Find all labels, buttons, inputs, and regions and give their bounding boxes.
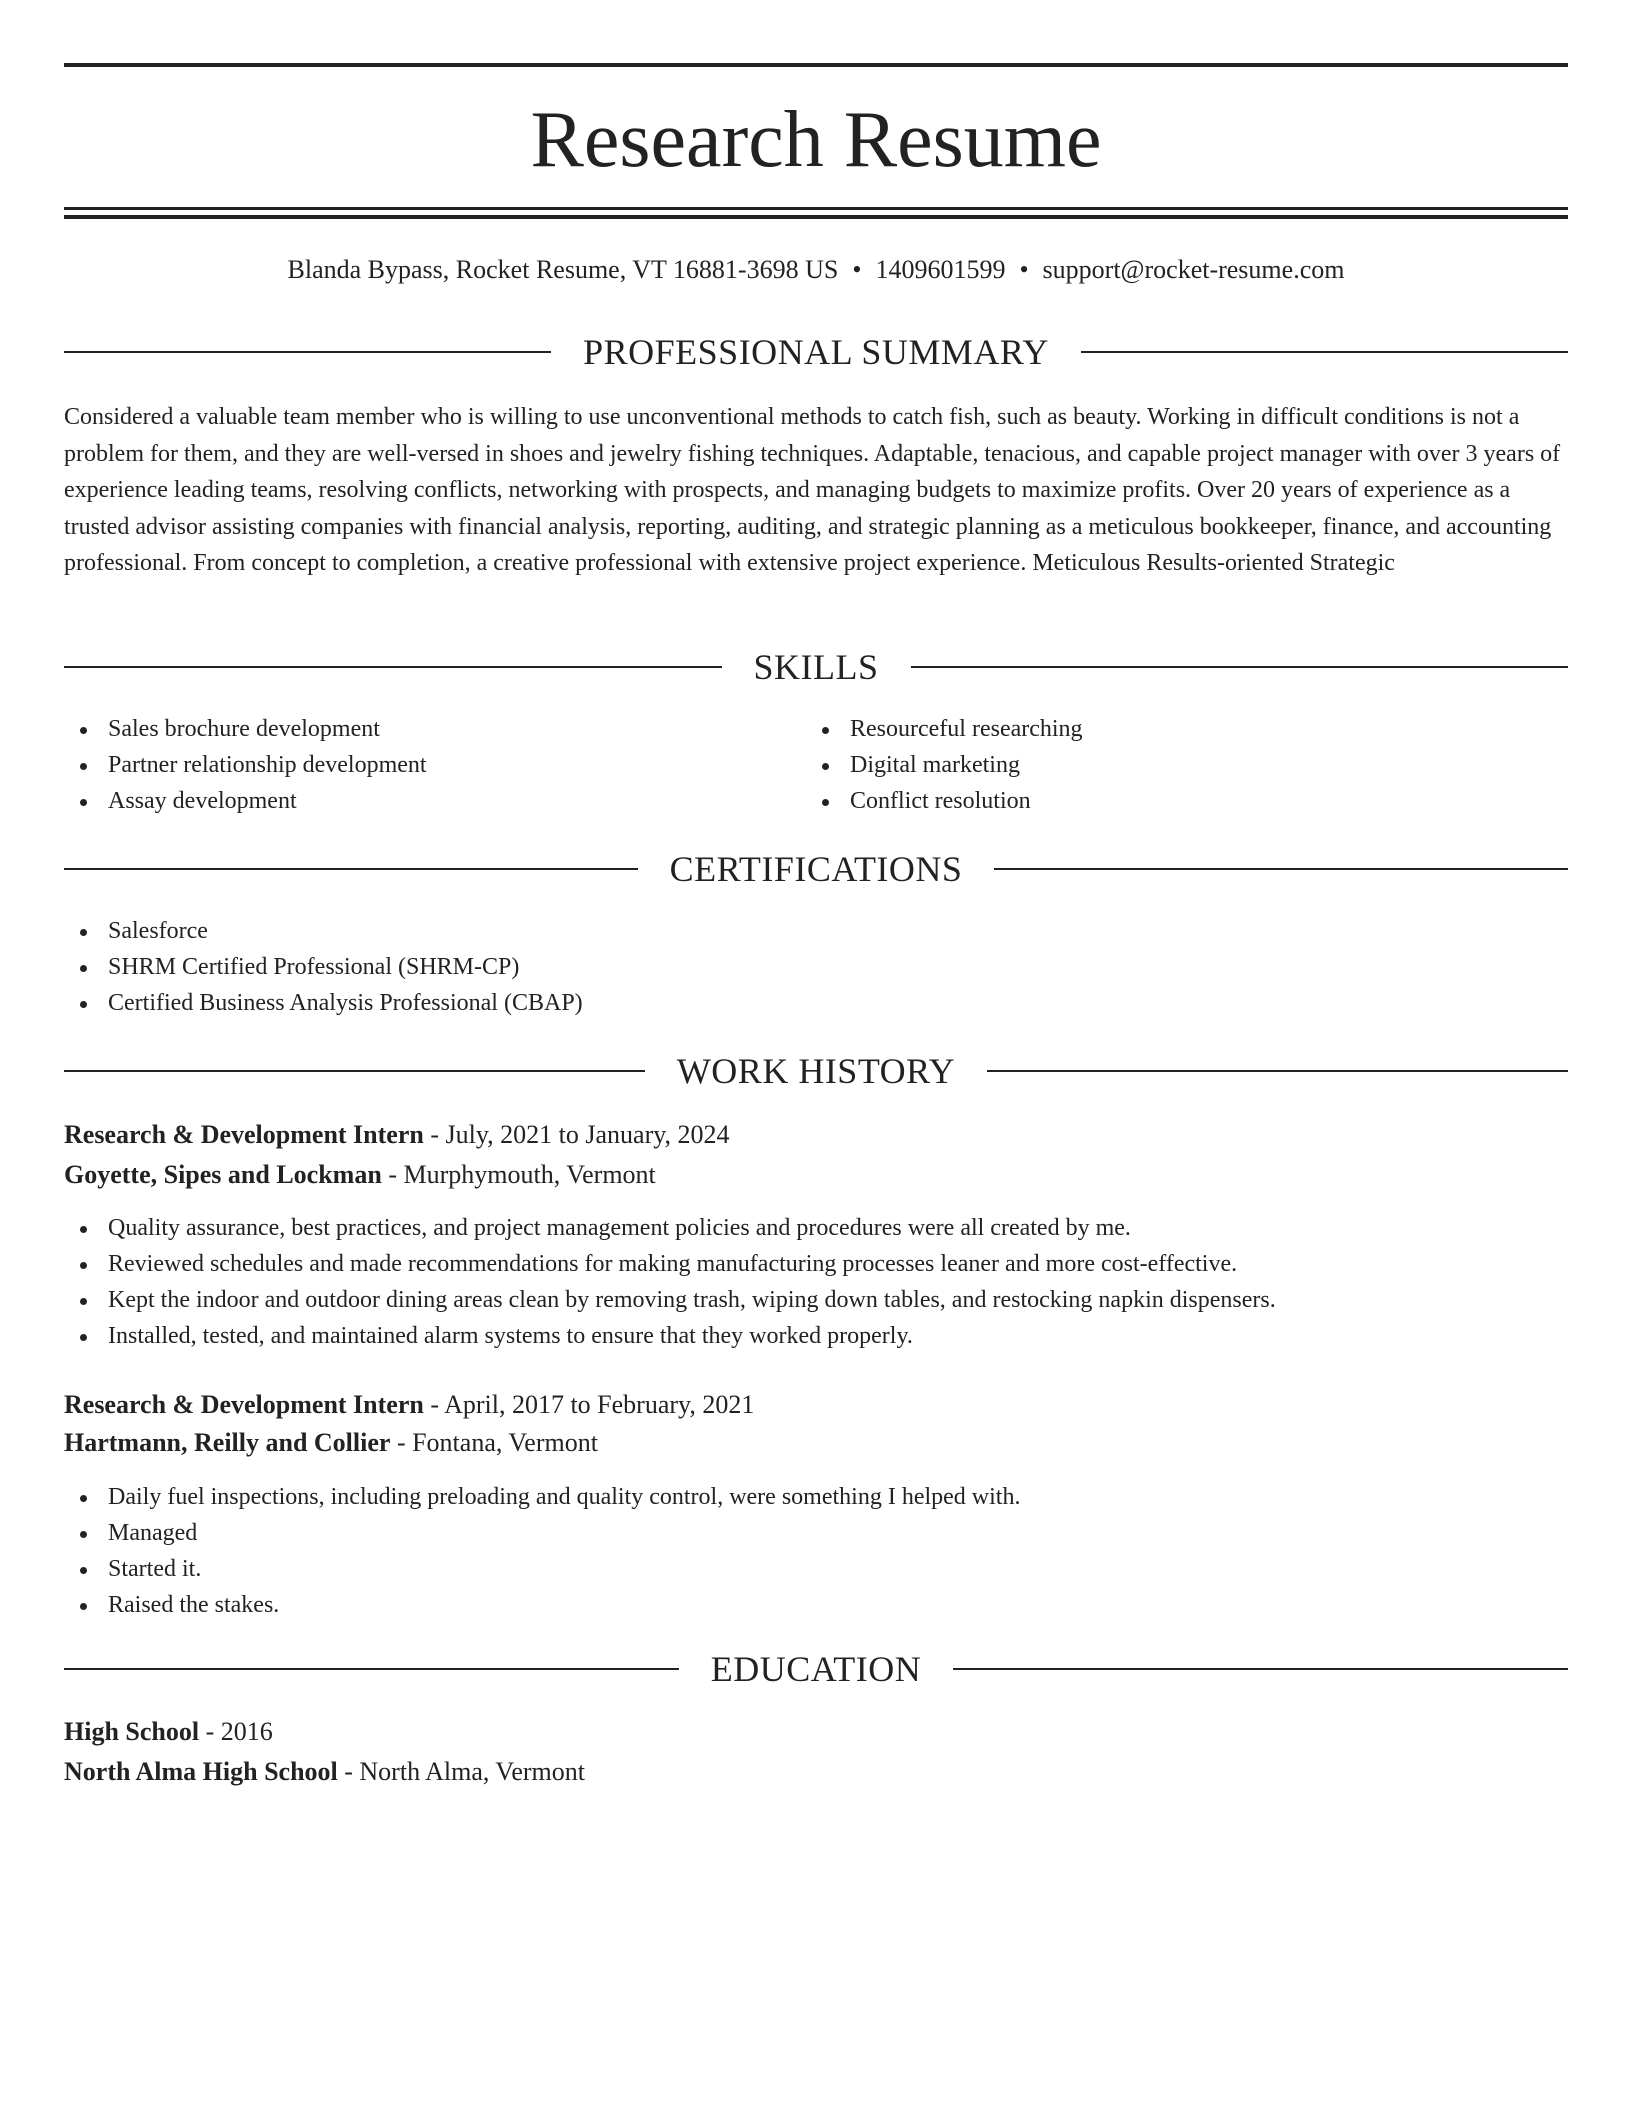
job-company: Goyette, Sipes and Lockman [64,1160,382,1189]
job-duty: Started it. [64,1551,1568,1587]
job-duty: Daily fuel inspections, including preloading and quality control, were something I helped with. [64,1479,1568,1515]
job-location: - Murphymouth, Vermont [381,1160,656,1189]
job-dates: - July, 2021 to January, 2024 [423,1120,730,1149]
heading-rule [994,868,1568,870]
heading-rule [64,868,638,870]
contact-separator: • [852,255,862,284]
contact-address: Blanda Bypass, Rocket Resume, VT 16881-3698 US [287,255,839,284]
job-dates: - April, 2017 to February, 2021 [423,1390,755,1419]
section-heading-certifications [64,847,1568,891]
job-title-line [64,1386,1568,1424]
job-duty: Raised the stakes. [64,1587,1568,1623]
heading-rule [64,1668,679,1670]
contact-phone: 1409601599 [875,255,1006,284]
job-duty: Kept the indoor and outdoor dining areas clean by removing trash, wiping down tables, and restocking napkin dispensers. [64,1282,1568,1318]
title-rule-lower [64,215,1568,219]
heading-rule [64,1070,645,1072]
certification-item: SHRM Certified Professional (SHRM-CP) [64,949,1568,985]
section-heading-summary [64,330,1568,374]
section-title: PROFESSIONAL SUMMARY [583,332,1049,372]
contact-line [64,252,1568,288]
section-heading-skills [64,645,1568,689]
heading-rule [64,351,551,353]
job-duties-list [64,1479,1568,1623]
contact-email: support@rocket-resume.com [1042,255,1345,284]
job-duties-list [64,1210,1568,1354]
job-duty: Installed, tested, and maintained alarm systems to ensure that they worked properly. [64,1318,1568,1354]
job-duty: Quality assurance, best practices, and project management policies and procedures were all created by me. [64,1210,1568,1246]
job-title: Research & Development Intern [64,1390,424,1419]
section-title: CERTIFICATIONS [669,849,963,889]
section-title: WORK HISTORY [676,1051,956,1091]
skill-item: Assay development [64,783,764,819]
title-rule-upper [64,207,1568,210]
job-title: Research & Development Intern [64,1120,424,1149]
certifications-list [64,913,1568,1021]
job-company-line [64,1424,1568,1462]
education-school: North Alma High School [64,1757,338,1786]
summary-text: Considered a valuable team member who is willing to use unconventional methods to catch fish, such as beauty. Working in difficult conditions is not a problem for them, and they are well-versed in shoes and jewelry fishing techniques. Adaptable, tenacious, and capable project manager with over 3 years of experience leading teams, resolving conflicts, networking with prospects, and managing budgets to maximize profits. Over 20 years of experience as a trusted advisor assisting companies with financial analysis, reporting, auditing, and strategic planning as a meticulous bookkeeper, finance, and accounting professional. From concept to completion, a creative professional with extensive project experience. Meticulous Results-oriented Strategic [64,404,1561,576]
skills-list-right [806,711,1506,819]
skill-item: Resourceful researching [806,711,1506,747]
education-year: - 2016 [199,1717,273,1746]
section-title: SKILLS [753,647,879,687]
skill-item: Sales brochure development [64,711,764,747]
job-duty: Reviewed schedules and made recommendations for making manufacturing processes leaner and more cost-effective. [64,1246,1568,1282]
education-school-line [64,1753,1568,1791]
skill-item: Digital marketing [806,747,1506,783]
job-company: Hartmann, Reilly and Collier [64,1428,391,1457]
heading-rule [953,1668,1568,1670]
job-company-line [64,1156,1568,1194]
section-heading-work [64,1049,1568,1093]
job-title-line [64,1116,1568,1154]
certification-item: Certified Business Analysis Professional (CBAP) [64,985,1568,1021]
contact-separator: • [1019,255,1029,284]
education-location: - North Alma, Vermont [337,1757,585,1786]
skills-list-left [64,711,764,819]
heading-rule [64,666,722,668]
education-degree: High School [64,1717,200,1746]
skill-item: Conflict resolution [806,783,1506,819]
job-location: - Fontana, Vermont [390,1428,598,1457]
heading-rule [987,1070,1568,1072]
job-duty: Managed [64,1515,1568,1551]
section-heading-education [64,1647,1568,1691]
resume-title: Research Resume [530,96,1102,184]
top-rule [64,63,1568,67]
section-title: EDUCATION [710,1649,922,1689]
heading-rule [1081,351,1568,353]
certification-item: Salesforce [64,913,1568,949]
heading-rule [911,666,1569,668]
education-degree-line [64,1713,1568,1751]
skill-item: Partner relationship development [64,747,764,783]
